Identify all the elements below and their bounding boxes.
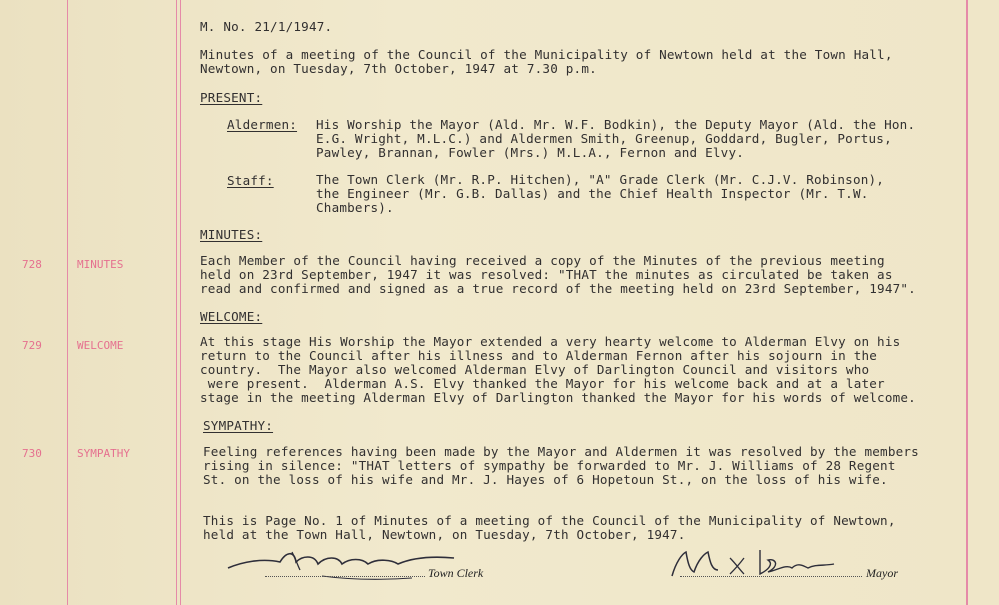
margin-rule-inner <box>176 0 177 605</box>
footer-line-2: held at the Town Hall, Newtown, on Tuesday, 7th October, 1947. <box>203 527 686 542</box>
margin-number-728: 728 <box>22 258 42 271</box>
welcome-line-4: were present. Alderman A.S. Elvy thanked the Mayor for his welcome back and at a later <box>200 376 885 391</box>
welcome-line-5: stage in the meeting Alderman Elvy of Darlington thanked the Mayor for his words of welcome. <box>200 390 916 405</box>
footer-line-1: This is Page No. 1 of Minutes of a meeting of the Council of the Municipality of Newtown, <box>203 513 896 528</box>
staff-label: Staff: <box>227 173 274 188</box>
minutes-line-1: Each Member of the Council having received a copy of the Minutes of the previous meeting <box>200 253 885 268</box>
minutes-heading: MINUTES: <box>200 227 263 242</box>
margin-label-minutes: MINUTES <box>77 258 124 271</box>
intro-line-1: Minutes of a meeting of the Council of the Municipality of Newtown held at the Town Hall, <box>200 47 893 62</box>
margin-rule-inner-2 <box>180 0 181 605</box>
margin-label-sympathy: SYMPATHY <box>77 447 130 460</box>
margin-rule-left <box>67 0 68 605</box>
sympathy-line-1: Feeling references having been made by the Mayor and Aldermen it was resolved by the members <box>203 444 919 459</box>
aldermen-line-1: His Worship the Mayor (Ald. Mr. W.F. Bodkin), the Deputy Mayor (Ald. the Hon. <box>316 117 916 132</box>
margin-rule-right <box>966 0 968 605</box>
mayor-caption: Mayor <box>866 566 898 580</box>
present-heading: PRESENT: <box>200 90 263 105</box>
town-clerk-caption: Town Clerk <box>428 566 484 580</box>
minutes-line-3: read and confirmed and signed as a true record of the meeting held on 23rd September, 1947". <box>200 281 916 296</box>
aldermen-line-2: E.G. Wright, M.L.C.) and Aldermen Smith, Greenup, Goddard, Bugler, Portus, <box>316 131 892 146</box>
aldermen-label: Aldermen: <box>227 117 298 132</box>
staff-line-1: The Town Clerk (Mr. R.P. Hitchen), "A" Grade Clerk (Mr. C.J.V. Robinson), <box>316 172 885 187</box>
town-clerk-signature <box>222 540 462 588</box>
welcome-line-1: At this stage His Worship the Mayor extended a very hearty welcome to Alderman Elvy on his <box>200 334 901 349</box>
sympathy-line-3: St. on the loss of his wife and Mr. J. Hayes of 6 Hopetoun St., on the loss of his wife. <box>203 472 888 487</box>
sympathy-line-2: rising in silence: "THAT letters of sympathy be forwarded to Mr. J. Williams of 28 Regent <box>203 458 896 473</box>
margin-number-729: 729 <box>22 339 42 352</box>
mayor-sign-line <box>680 576 862 577</box>
intro-line-2: Newtown, on Tuesday, 7th October, 1947 at 7.30 p.m. <box>200 61 597 76</box>
sympathy-heading: SYMPATHY: <box>203 418 274 433</box>
minutes-line-2: held on 23rd September, 1947 it was resolved: "THAT the minutes as circulated be taken as <box>200 267 893 282</box>
staff-line-3: Chambers). <box>316 200 394 215</box>
minute-reference: M. No. 21/1/1947. <box>200 19 333 34</box>
margin-number-730: 730 <box>22 447 42 460</box>
staff-line-2: the Engineer (Mr. G.B. Dallas) and the Chief Health Inspector (Mr. T.W. <box>316 186 869 201</box>
welcome-heading: WELCOME: <box>200 309 263 324</box>
mayor-signature <box>668 540 838 584</box>
aldermen-line-3: Pawley, Brannan, Fowler (Mrs.) M.L.A., Fernon and Elvy. <box>316 145 745 160</box>
welcome-line-2: return to the Council after his illness and to Alderman Fernon after his sojourn in the <box>200 348 878 363</box>
margin-label-welcome: WELCOME <box>77 339 124 352</box>
town-clerk-sign-line <box>265 576 425 577</box>
welcome-line-3: country. The Mayor also welcomed Alderman Elvy of Darlington Council and visitors who <box>200 362 870 377</box>
